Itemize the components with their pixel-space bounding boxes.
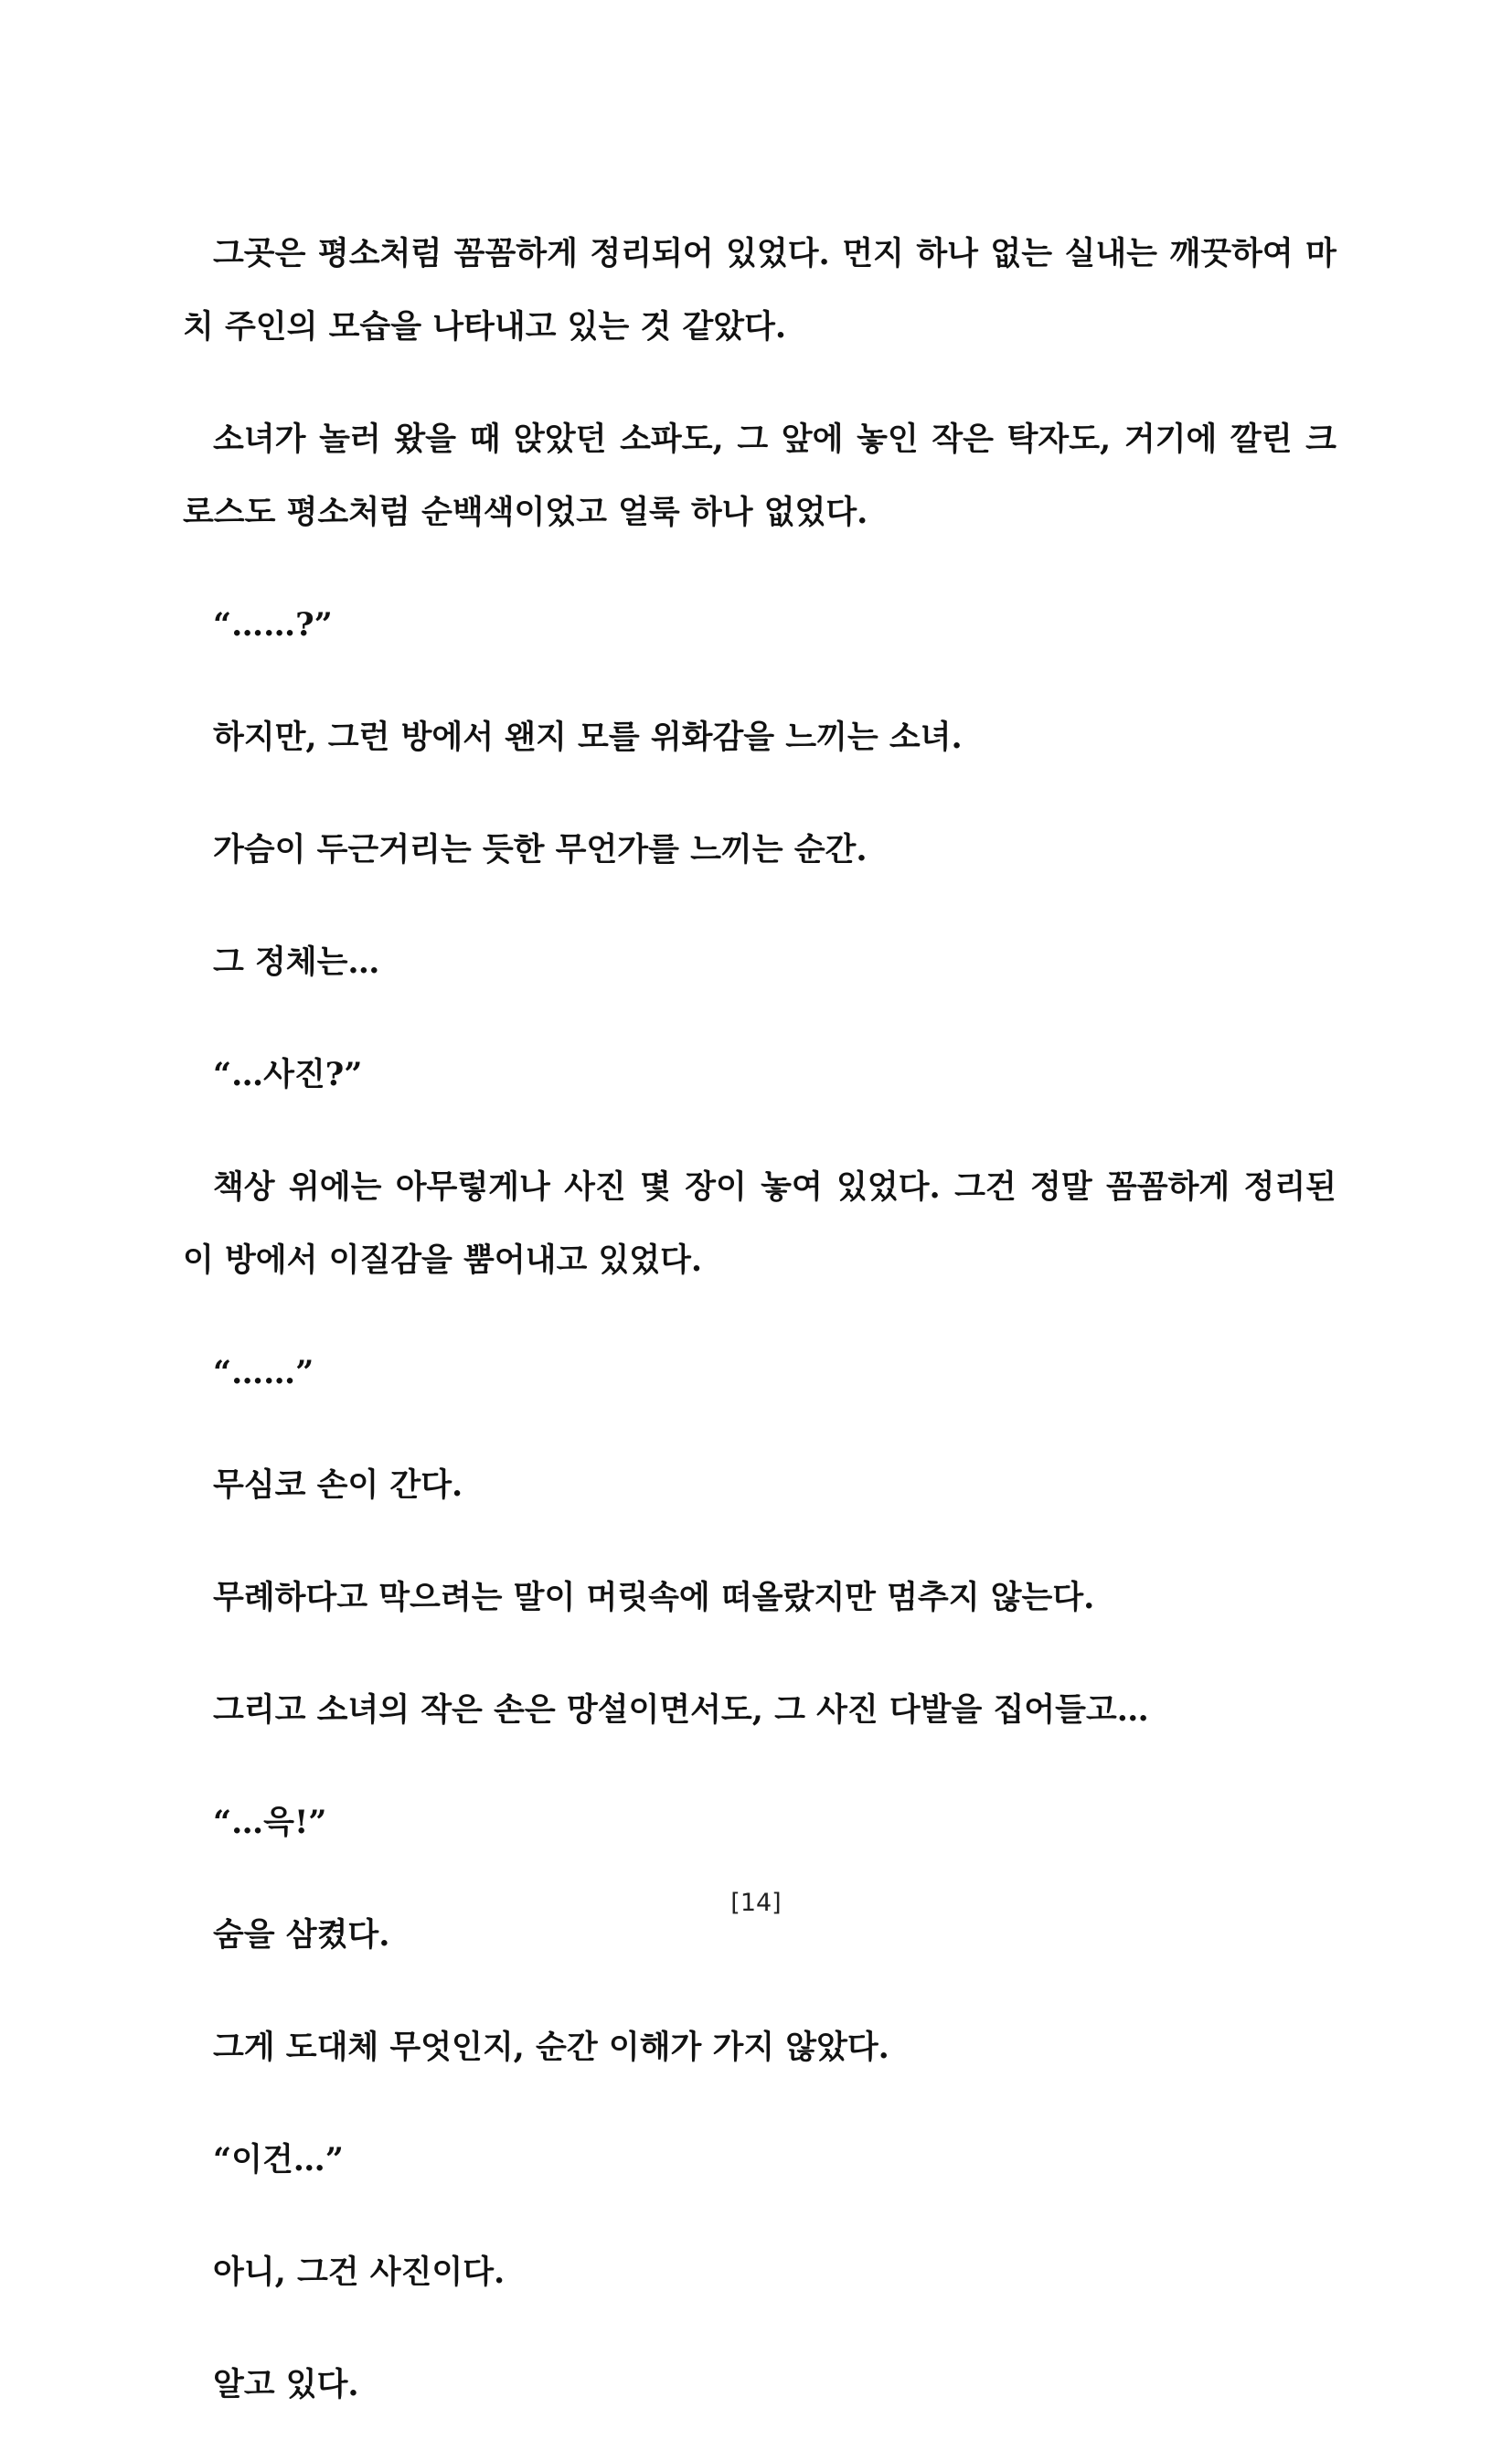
- paragraph: “……?”: [213, 606, 333, 644]
- paragraph: 무례하다고 막으려는 말이 머릿속에 떠올랐지만 멈추지 않는다.: [213, 1579, 1095, 1616]
- paragraph: 그게 도대체 무엇인지, 순간 이해가 가지 않았다.: [213, 2029, 889, 2066]
- page-number: [14]: [730, 1889, 782, 1917]
- paragraph: 가슴이 두근거리는 듯한 무언가를 느끼는 순간.: [213, 831, 868, 868]
- paragraph: 숨을 삼켰다.: [213, 1916, 390, 1954]
- paragraph: 아니, 그건 사진이다.: [213, 2253, 506, 2291]
- paragraph: 그리고 소녀의 작은 손은 망설이면서도, 그 사진 다발을 집어들고…: [213, 1691, 1149, 1729]
- paragraph: 무심코 손이 간다.: [213, 1466, 463, 1504]
- paragraph: “…사진?”: [213, 1056, 363, 1093]
- paragraph: 책상 위에는 아무렇게나 사진 몇 장이 놓여 있었다. 그건 정말 꼼꼼하게 정리된 이 방에서 이질감을 뿜어내고 있었다.: [183, 1168, 1336, 1279]
- paragraph: “이건…”: [213, 2141, 344, 2179]
- paragraph: 그곳은 평소처럼 꼼꼼하게 정리되어 있었다. 먼지 하나 없는 실내는 깨끗하여 마치 주인의 모습을 나타내고 있는 것 같았다.: [183, 235, 1336, 346]
- paragraph: “……”: [213, 1354, 314, 1391]
- paragraph: 하지만, 그런 방에서 왠지 모를 위화감을 느끼는 소녀.: [213, 719, 963, 756]
- paragraph: “…윽!”: [213, 1804, 327, 1841]
- paragraph: 소녀가 놀러 왔을 때 앉았던 소파도, 그 앞에 놓인 작은 탁자도, 거기에 깔린 크로스도 평소처럼 순백색이었고 얼룩 하나 없었다.: [183, 421, 1336, 531]
- body-text: [183, 218, 1336, 2461]
- paragraph: 알고 있다.: [213, 2366, 359, 2403]
- paragraph: 그 정체는…: [213, 943, 380, 981]
